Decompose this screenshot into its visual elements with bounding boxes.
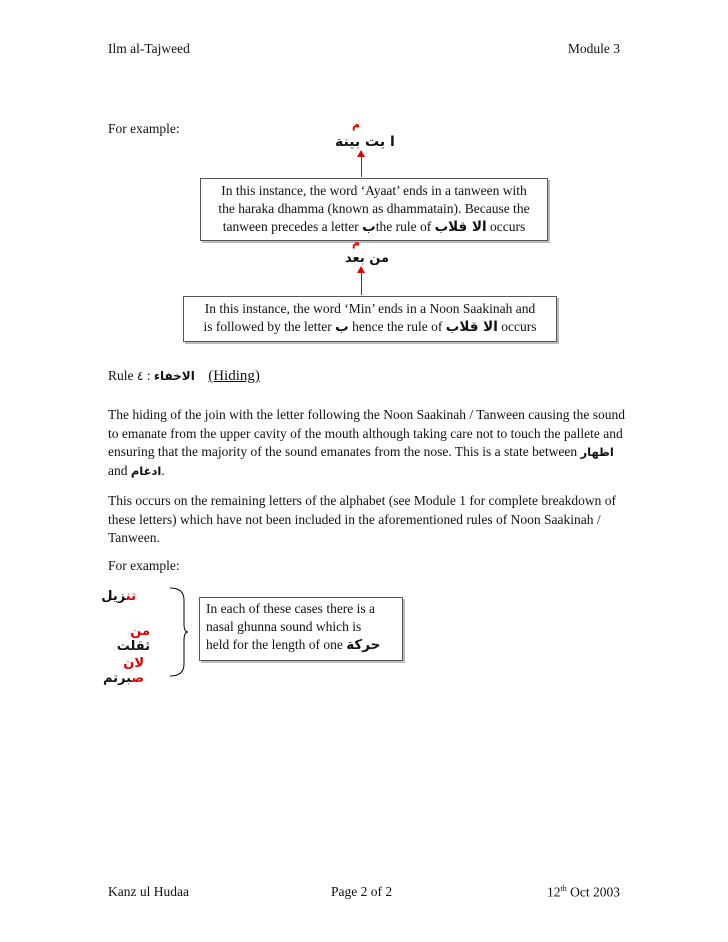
paragraph-hiding-definition — [108, 406, 628, 480]
box1-line2: the haraka dhamma (known as dhammatain). Because the — [218, 201, 530, 216]
header-module: Module 3 — [567, 41, 620, 56]
box1-line3-text-a: tanween precedes a letter — [222, 219, 363, 234]
box1-letter-baa: ب — [362, 219, 376, 235]
rule-number: ٤ — [136, 369, 144, 383]
box2-line2-text-c: occurs — [497, 319, 537, 334]
word3-rest: برتم — [102, 671, 132, 686]
header-title: Ilm al-Tajweed — [108, 41, 190, 56]
explanation-box-1 — [200, 178, 548, 241]
footer-date — [530, 884, 620, 901]
footer-date-rest: Oct 2003 — [566, 884, 620, 900]
box3-line3 — [206, 636, 402, 654]
arrow-line-1 — [361, 155, 362, 177]
arabic-word-ayaat: ا يت بينة — [335, 134, 395, 150]
box2-line2 — [184, 318, 556, 336]
arabic-word-min-baad: من بعد — [345, 251, 390, 266]
explanation-box-2 — [183, 296, 557, 342]
word2-highlight: من — [130, 624, 150, 639]
word3-highlight-b: ص — [131, 671, 144, 686]
rule-english-name: (Hiding) — [208, 368, 260, 384]
explanation-box-3 — [199, 597, 403, 661]
footer-date-suffix: th — [560, 884, 567, 893]
box1-line3-text-c: occurs — [486, 219, 526, 234]
example-word-lain-sabartum — [104, 656, 144, 686]
box1-line3-text-b: the rule of — [375, 219, 435, 234]
paragraph1-and: and — [108, 462, 131, 478]
arrowhead-2 — [357, 266, 365, 273]
footer-date-day: 12 — [547, 884, 561, 900]
meem-marker-2: م — [352, 236, 361, 249]
box1-line1: In this instance, the word ‘Ayaat’ ends in a tanween with — [221, 183, 527, 198]
box1-rule-iqlab: الا قلاب — [434, 219, 487, 235]
word1-highlight: تن — [125, 589, 136, 604]
example-word-min-thaqulat — [104, 624, 150, 654]
rule-arabic-name: الاخفاء — [153, 369, 195, 383]
example-label-1: For example: — [108, 121, 180, 136]
curly-brace-icon — [166, 586, 190, 678]
box3-line1: In each of these cases there is a — [206, 601, 376, 616]
paragraph1-izhar: اظهار — [580, 445, 614, 459]
paragraph-remaining-letters: This occurs on the remaining letters of the alphabet (see Module 1 for complete breakdown of these letters) which have not been included in the aforementioned rules of Noon Saakinah / Tanween. — [108, 493, 616, 545]
paragraph1-idgham: ادغام — [130, 463, 162, 478]
paragraph1-end: . — [161, 462, 165, 478]
rule-prefix: Rule — [108, 368, 137, 383]
footer-author: Kanz ul Hudaa — [108, 884, 189, 899]
box3-line3-text: held for the length of one — [206, 637, 347, 652]
arrow-line-2 — [361, 271, 362, 295]
box3-haraka: حركة — [346, 637, 381, 653]
meem-marker-1: م — [352, 118, 361, 131]
box3-line2: nasal ghunna sound which is — [206, 619, 362, 634]
footer-page-number: Page 2 of 2 — [331, 884, 393, 899]
paragraph1-text: The hiding of the join with the letter following the Noon Saakinah / Tanween causing the sound to emanate from the upper cavity of the mouth although taking care not to touch the pallete and ensuring that the majority of the sound emanates from the nose. This is a state between — [108, 407, 625, 459]
word2-rest: ثقلت — [116, 639, 150, 654]
box2-line2-text-b: hence the rule of — [348, 319, 446, 334]
example-word-tanzeel — [101, 589, 136, 604]
rule-heading — [108, 368, 260, 385]
box2-line2-text-a: is followed by the letter — [203, 319, 336, 334]
box2-line1: In this instance, the word ‘Min’ ends in a Noon Saakinah and — [204, 301, 536, 316]
box2-letter-baa: ب — [335, 319, 349, 335]
word1-rest: زيل — [101, 589, 126, 604]
box2-rule-iqlab: الا قلاب — [445, 319, 498, 335]
example-label-3: For example: — [108, 558, 180, 573]
arrowhead-1 — [357, 150, 365, 157]
box1-line3 — [201, 218, 547, 236]
word3-highlight-a: لان — [123, 656, 144, 671]
rule-colon: : — [143, 368, 154, 383]
